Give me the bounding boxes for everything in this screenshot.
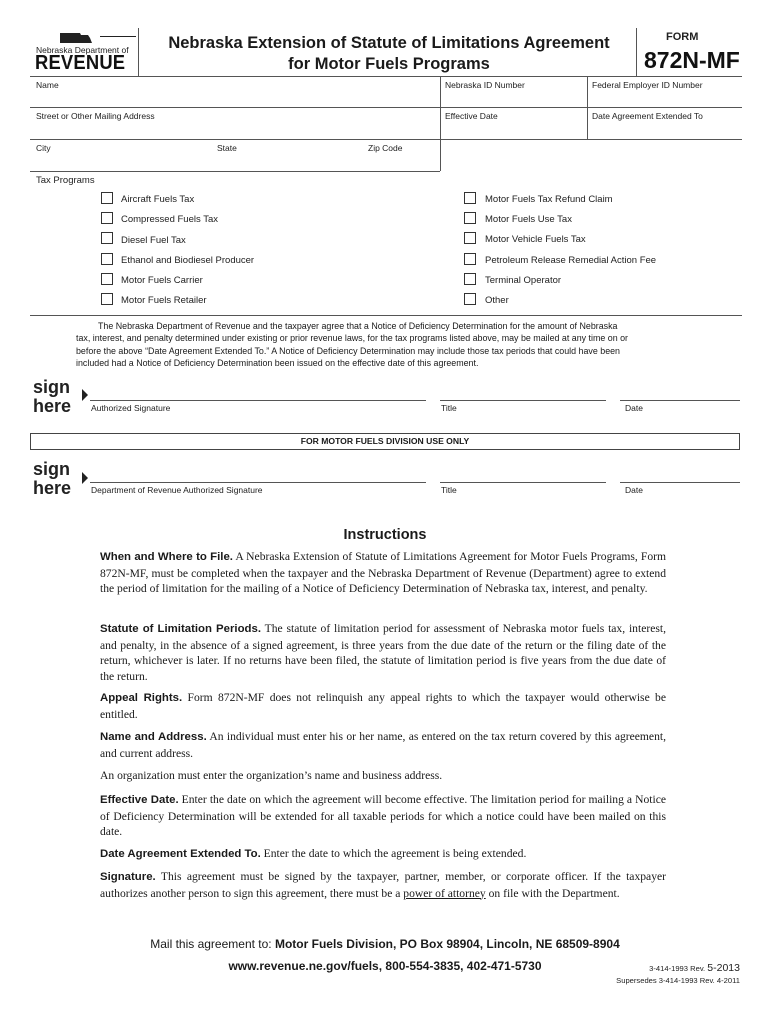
- label-motor-fuels-retailer: Motor Fuels Retailer: [121, 295, 207, 306]
- checkbox-petroleum-release-fee[interactable]: [464, 253, 476, 265]
- revision-line: 3-414-1993 Rev. 5-2013: [649, 962, 740, 974]
- street-address-field[interactable]: Street or Other Mailing Address: [36, 111, 155, 121]
- division-use-label: FOR MOTOR FUELS DIVISION USE ONLY: [300, 436, 470, 446]
- sign-label: sign: [33, 459, 71, 479]
- here-label: here: [33, 478, 72, 498]
- department-signature-field[interactable]: Department of Revenue Authorized Signature: [91, 485, 263, 495]
- instruction-appeal: Appeal Rights. Form 872N-MF does not relinquish any appeal rights to which the taxpayer would otherwise be entitled.: [100, 691, 666, 721]
- checkbox-other[interactable]: [464, 293, 476, 305]
- label-terminal-operator: Terminal Operator: [485, 275, 562, 286]
- checkbox-motor-vehicle-fuels-tax[interactable]: [464, 232, 476, 244]
- label-motor-fuels-carrier: Motor Fuels Carrier: [121, 275, 203, 286]
- mailing-instruction: Mail this agreement to: Motor Fuels Division, PO Box 98904, Lincoln, NE 68509-8904: [150, 937, 620, 951]
- tax-programs-rule: [30, 315, 742, 316]
- header-divider-right: [636, 28, 637, 76]
- form-number: 872N-MF: [644, 47, 740, 73]
- authorized-signature-field[interactable]: Authorized Signature: [91, 403, 171, 413]
- label-petroleum-release-fee: Petroleum Release Remedial Action Fee: [485, 255, 657, 266]
- date-extended-field[interactable]: Date Agreement Extended To: [592, 111, 703, 121]
- division-use-banner: [30, 433, 740, 450]
- label-ethanol-biodiesel-producer: Ethanol and Biodiesel Producer: [121, 255, 255, 266]
- web-contact: www.revenue.ne.gov/fuels, 800-554-3835, 402-471-5730: [228, 959, 542, 973]
- instruction-name-address: Name and Address. An individual must enter his or her name, as entered on the tax return covered by this agreement, and current address.: [100, 730, 666, 760]
- checkbox-motor-fuels-carrier[interactable]: [101, 273, 113, 285]
- instruction-when-where: When and Where to File. A Nebraska Extension of Statute of Limitations Agreement for Motor Fuels Programs, Form 872N-MF, must be completed when the taxpayer and the Nebraska Department of Revenue (Department) agree to extend the period of limitation for the mailing of a Notice of Deficiency Determination of Nebraska tax, interest, and penalty.: [100, 550, 667, 595]
- label-motor-fuels-tax-refund-claim: Motor Fuels Tax Refund Claim: [485, 194, 613, 205]
- instruction-statute: Statute of Limitation Periods. The statute of limitation period for assessment of Nebraska motor fuels tax, interest, and penalty, in the absence of a signed agreement, is three years from the due date of the return or the filing date of the return, whichever is later. If no returns have been filed, the statute of limitation period is five years from the due date of the return.: [100, 622, 666, 683]
- sign-arrow-icon: [82, 389, 88, 401]
- department-date-field[interactable]: Date: [625, 485, 643, 495]
- mailing-address: Motor Fuels Division, PO Box 98904, Lincoln, NE 68509-8904: [274, 937, 620, 951]
- agency-name-big: REVENUE: [35, 52, 126, 74]
- checkbox-motor-fuels-retailer[interactable]: [101, 293, 113, 305]
- checkbox-compressed-fuels-tax[interactable]: [101, 212, 113, 224]
- agreement-text: The Nebraska Department of Revenue and the taxpayer agree that a Notice of Deficiency Determination for the amount of Nebraska tax, interest, and penalty determined under existing or prior revenue laws, for the tax programs listed above, may be mailed at any time on or before the above “Date Agreement Extended To.” A Notice of Deficiency Determination may include those tax periods that could have been included had a Notice of Deficiency Determination been issued on the effective date of this agreement.: [76, 321, 629, 369]
- zip-code-field[interactable]: Zip Code: [368, 143, 403, 153]
- instructions-heading: Instructions: [343, 527, 427, 543]
- state-field[interactable]: State: [217, 143, 237, 153]
- checkbox-terminal-operator[interactable]: [464, 273, 476, 285]
- signature-date-field[interactable]: Date: [625, 403, 643, 413]
- instruction-effective-date: Effective Date. Enter the date on which the agreement will become effective. The limitation period for mailing a Notice of Deficiency Determination will be extended for all taxable periods for which a notice could have been mailed on this date.: [100, 793, 667, 838]
- checkbox-diesel-fuel-tax[interactable]: [101, 232, 113, 244]
- supersedes-line: Supersedes 3-414-1993 Rev. 4-2011: [616, 976, 740, 985]
- instruction-date-extended: Date Agreement Extended To. Enter the date to which the agreement is being extended.: [100, 847, 527, 860]
- effective-date-field[interactable]: Effective Date: [445, 111, 498, 121]
- agency-name-small: Nebraska Department of: [36, 45, 129, 55]
- here-label: here: [33, 396, 72, 416]
- label-motor-fuels-use-tax: Motor Fuels Use Tax: [485, 214, 572, 225]
- label-other: Other: [485, 295, 509, 306]
- checkbox-motor-fuels-tax-refund-claim[interactable]: [464, 192, 476, 204]
- logo-rule: [100, 36, 136, 37]
- label-diesel-fuel-tax: Diesel Fuel Tax: [121, 235, 186, 246]
- nebraska-state-icon: [58, 30, 98, 44]
- label-compressed-fuels-tax: Compressed Fuels Tax: [121, 214, 218, 225]
- fein-field[interactable]: Federal Employer ID Number: [592, 80, 703, 90]
- form-title-line1: Nebraska Extension of Statute of Limitations Agreement: [168, 34, 610, 52]
- instruction-signature: Signature. This agreement must be signed by the taxpayer, partner, member, or corporate officer. If the taxpayer authorizes another person to sign this agreement, there must be a power of attorney on file with the Department.: [100, 870, 666, 900]
- checkbox-motor-fuels-use-tax[interactable]: [464, 212, 476, 224]
- department-title-field[interactable]: Title: [441, 485, 457, 495]
- sign-arrow-icon: [82, 472, 88, 484]
- name-field[interactable]: Name: [36, 80, 59, 90]
- nebraska-id-field[interactable]: Nebraska ID Number: [445, 80, 525, 90]
- sign-label: sign: [33, 377, 71, 397]
- form-label: FORM: [666, 31, 699, 43]
- label-motor-vehicle-fuels-tax: Motor Vehicle Fuels Tax: [485, 234, 586, 245]
- label-aircraft-fuels-tax: Aircraft Fuels Tax: [121, 194, 195, 205]
- header-divider-left: [138, 28, 139, 76]
- instruction-organization: An organization must enter the organization’s name and business address.: [100, 769, 443, 782]
- checkbox-aircraft-fuels-tax[interactable]: [101, 192, 113, 204]
- power-of-attorney-link[interactable]: power of attorney: [403, 886, 486, 900]
- tax-programs-label: Tax Programs: [36, 175, 95, 186]
- signer-title-field[interactable]: Title: [441, 403, 457, 413]
- checkbox-ethanol-biodiesel-producer[interactable]: [101, 253, 113, 265]
- form-title-line2: for Motor Fuels Programs: [288, 55, 490, 73]
- city-field[interactable]: City: [36, 143, 51, 153]
